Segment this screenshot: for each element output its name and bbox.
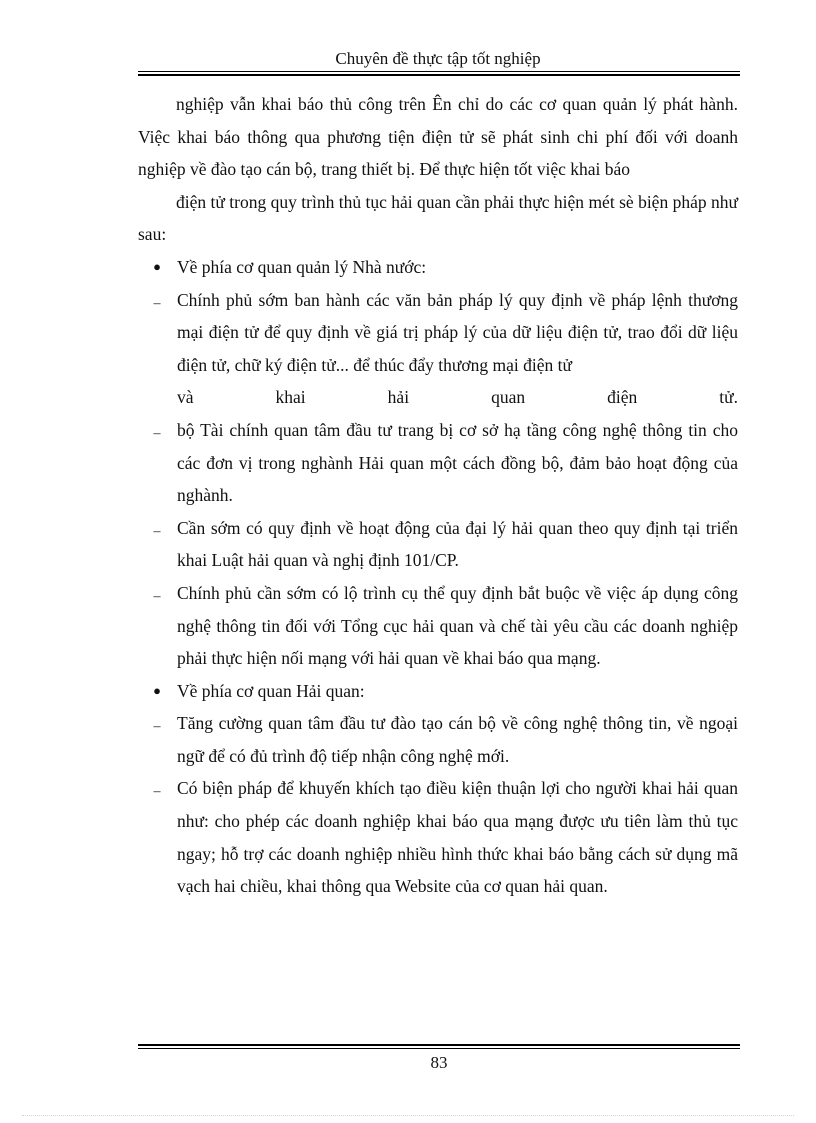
dash-icon: –: [153, 719, 161, 735]
dash-icon: –: [153, 588, 161, 604]
bullet-item: [138, 675, 738, 708]
body-text: [138, 88, 738, 903]
dash-icon: –: [153, 784, 161, 800]
word: hải: [387, 387, 410, 408]
footer-rule-thick: [138, 1044, 740, 1046]
page-number: 83: [430, 1053, 448, 1072]
bullet-item: [138, 251, 738, 284]
page-edge-divider: [22, 1115, 794, 1116]
dash-item-text: Tăng cường quan tâm đầu tư đào tạo cán bộ về công nghệ thông tin, về ngoại ngữ để có đủ trình độ tiếp nhận công nghệ mới.: [177, 713, 738, 766]
dash-item-text: Chính phủ cần sớm có lộ trình cụ thể quy định bắt buộc về việc áp dụng công nghệ thông tin đối với Tổng cục hải quan và chế tài yêu cầu các doanh nghiệp phải thực hiện nối mạng với hải quan về khai báo qua mạng.: [177, 582, 738, 669]
dash-item-text: Có biện pháp để khuyến khích tạo điều kiện thuận lợi cho người khai hải quan như: cho phép các doanh nghiệp khai báo qua mạng được ưu tiên làm thủ tục ngay; hỗ trợ các doanh nghiệp nhiều hình thức khai báo bằng cách sử dụng mã vạch hai chiều, khai thông qua Website của cơ quan hải quan.: [177, 778, 738, 897]
dash-icon: –: [153, 425, 161, 441]
header-rule-thin: [138, 71, 740, 72]
word: khai: [275, 387, 306, 408]
bullet-text: Về phía cơ quan Hải quan:: [177, 680, 365, 701]
paragraph: nghiệp vẫn khai báo thủ công trên Ên chỉ do các cơ quan quản lý phát hành. Việc khai báo thông qua phương tiện điện tử sẽ phát sinh chi phí đối với doanh nghiệp về đào tạo cán bộ, trang thiết bị. Để thực hiện tốt việc khai báo: [138, 94, 738, 180]
word: quan: [491, 387, 526, 408]
bullet-icon: ●: [153, 682, 161, 698]
bullet-text: Về phía cơ quan quản lý Nhà nước:: [177, 256, 427, 277]
dash-item: [138, 284, 738, 414]
page-header-title: Chuyên đề thực tập tốt nghiệp: [335, 49, 541, 68]
word: và: [177, 387, 194, 408]
bullet-icon: ●: [153, 258, 161, 274]
dash-item-text: Cần sớm có quy định về hoạt động của đại lý hải quan theo quy định tại triển khai Luật hải quan và nghị định 101/CP.: [177, 517, 738, 571]
paragraph: điện tử trong quy trình thủ tục hải quan cần phải thực hiện mét sè biện pháp như sau:: [138, 191, 738, 245]
header-rule-thick: [138, 74, 740, 76]
dash-item: [138, 414, 738, 512]
dash-item: [138, 512, 738, 577]
word: điện: [607, 387, 638, 408]
footer-rule-thin: [138, 1048, 740, 1049]
dash-item-text: Chính phủ sớm ban hành các văn bản pháp lý quy định về pháp lệnh thương mại điện tử để quy định về giá trị pháp lý của dữ liệu điện tử, trao đổi dữ liệu điện tử, chữ ký điện tử... để thúc đẩy thương mại điện tử: [177, 289, 738, 375]
dash-item-text: bộ Tài chính quan tâm đầu tư trang bị cơ sở hạ tầng công nghệ thông tin cho các đơn vị trong nghành Hải quan một cách đồng bộ, đảm bảo hoạt động của nghành.: [177, 419, 738, 506]
dash-icon: –: [153, 295, 161, 311]
dash-icon: –: [153, 523, 161, 539]
word: tử.: [719, 387, 738, 408]
justified-last-line: [177, 381, 738, 414]
dash-item: [138, 577, 738, 675]
dash-item: [138, 772, 738, 902]
dash-item: [138, 707, 738, 772]
